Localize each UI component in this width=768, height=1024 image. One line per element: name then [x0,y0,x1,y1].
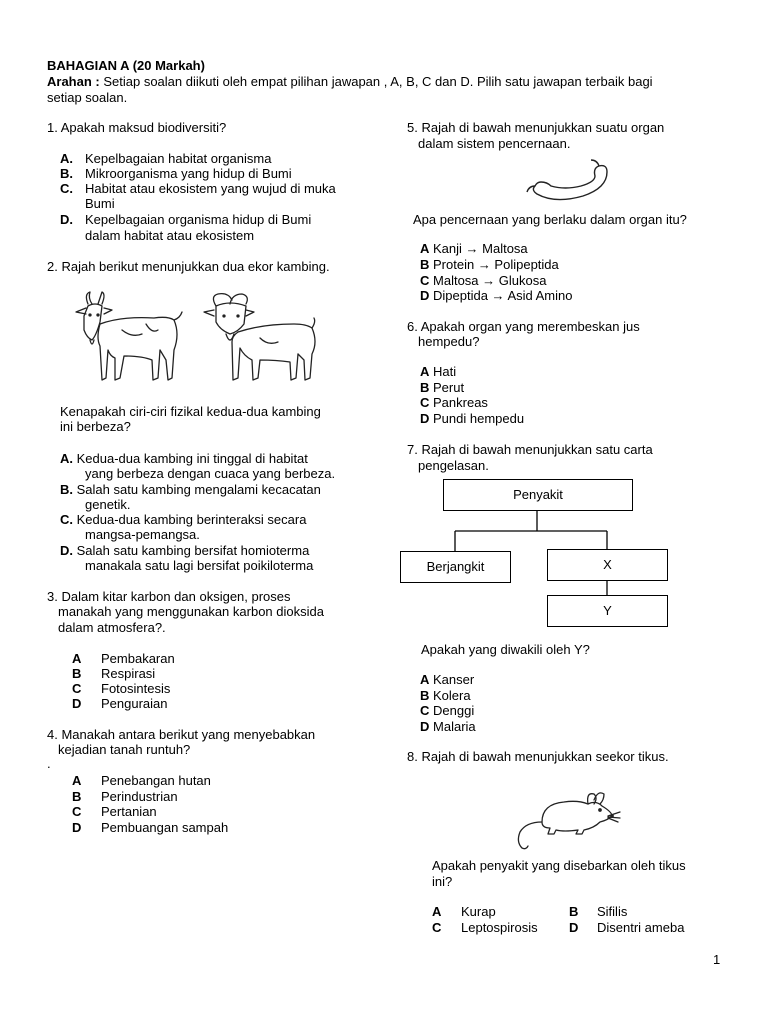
question-stem: 4. Manakah antara berikut yang menyebabkan [47,727,316,742]
option-letter: B [420,257,430,272]
option-letter: C [432,920,442,935]
question-stem: 2. Rajah berikut menunjukkan dua ekor kambing. [47,259,330,274]
option-text: Sifilis [597,904,628,919]
option-text: Kedua-dua kambing berinteraksi secara [76,512,307,527]
option-letter: B. [60,482,73,497]
question-stem: manakah yang menggunakan karbon dioksida [58,604,324,619]
option-text: Kanji → Maltosa [433,241,528,256]
option-text: Pertanian [101,804,157,819]
section-title: BAHAGIAN A (20 Markah) [47,58,205,73]
option-c [432,920,538,936]
option-text: Penebangan hutan [101,773,211,788]
option-text: Kolera [433,688,471,703]
option-text: Dipeptida → Asid Amino [433,288,573,303]
option-text-cont: Bumi [85,196,115,211]
option-a [420,672,474,688]
option-letter: C [420,703,430,718]
option-b [420,688,471,704]
chart-node-root: Penyakit [443,479,633,511]
question-stem: dalam atmosfera?. [58,620,166,635]
question-stem: dalam sistem pencernaan. [418,136,571,151]
option-text-cont: yang berbeza dengan cuaca yang berbeza. [85,466,336,481]
option-text-cont: manakala satu lagi bersifat poikiloterma [85,558,314,573]
option-letter: A [420,241,430,256]
option-text: Protein → Polipeptida [433,257,559,272]
option-text: Habitat atau ekosistem yang wujud di muka [85,181,336,196]
option-letter: A [72,773,82,788]
option-text-cont: dalam habitat atau ekosistem [85,228,255,243]
chart-node-child: Y [547,595,668,627]
option-b [569,904,627,920]
option-letter: D [72,820,82,835]
option-text: Kanser [433,672,475,687]
option-text: Fotosintesis [101,681,171,696]
option-letter: C [72,804,82,819]
option-letter: B [420,380,430,395]
option-text: Pundi hempedu [433,411,525,426]
option-d [569,920,684,936]
option-a [432,904,496,920]
option-letter: B [72,666,82,681]
option-letter: B. [60,166,73,181]
option-text: Mikroorganisma yang hidup di Bumi [85,166,292,181]
question-stem: 3. Dalam kitar karbon dan oksigen, proses [47,589,291,604]
question-stem: pengelasan. [418,458,489,473]
question-stem: 6. Apakah organ yang merembeskan jus [407,319,640,334]
option-c [420,703,474,719]
question-stem: kejadian tanah runtuh? [58,742,191,757]
option-letter: B [569,904,579,919]
rat-tail [518,822,542,849]
option-text: Kepelbagaian habitat organisma [85,151,272,166]
option-text: Pembakaran [101,651,175,666]
instruction-line2: setiap soalan. [47,90,128,105]
option-text: Salah satu kambing mengalami kecacatan [76,482,321,497]
option-letter: B [72,789,82,804]
question-stem: 7. Rajah di bawah menunjukkan satu carta [407,442,653,457]
option-letter: D. [60,212,73,227]
option-text: Kurap [461,904,496,919]
option-letter: A [420,672,430,687]
question-line: Apa pencernaan yang berlaku dalam organ itu? [413,212,687,227]
option-text: Perindustrian [101,789,178,804]
question-line: ini berbeza? [60,419,131,434]
question-line: Kenapakah ciri-ciri fizikal kedua-dua kambing [60,404,321,419]
option-letter: D [569,920,579,935]
question-line: ini? [432,874,453,889]
chart-node-left: Berjangkit [400,551,511,583]
page-number: 1 [713,952,721,967]
question-stem: 5. Rajah di bawah menunjukkan suatu organ [407,120,665,135]
option-letter: D [72,696,82,711]
option-letter: B [420,688,430,703]
instruction-label: Arahan : [47,74,100,89]
option-text: Respirasi [101,666,156,681]
option-letter: A. [60,451,73,466]
question-line: Apakah yang diwakili oleh Y? [421,642,590,657]
option-letter: A [72,651,82,666]
option-text: Kepelbagaian organisma hidup di Bumi [85,212,312,227]
option-text: Perut [433,380,465,395]
option-letter: C [72,681,82,696]
rat-body [542,801,612,834]
question-line: Apakah penyakit yang disebarkan oleh tikus [432,858,686,873]
option-text: Disentri ameba [597,920,685,935]
option-letter: C [420,395,430,410]
option-letter: C. [60,181,73,196]
option-text: Pembuangan sampah [101,820,229,835]
option-letter: A [432,904,442,919]
chart-node-right: X [547,549,668,581]
option-text-cont: mangsa-pemangsa. [85,527,200,542]
option-text-cont: genetik. [85,497,131,512]
option-text: Pankreas [433,395,488,410]
option-letter: A. [60,151,73,166]
option-letter: D [420,288,430,303]
option-text: Kedua-dua kambing ini tinggal di habitat [76,451,308,466]
question-stem: 1. Apakah maksud biodiversiti? [47,120,227,135]
option-letter: C [420,273,430,288]
stray-mark: . [47,756,51,771]
option-letter: A [420,364,430,379]
option-text: Malaria [433,719,476,734]
option-text: Maltosa → Glukosa [433,273,547,288]
option-text: Hati [433,364,457,379]
option-text: Penguraian [101,696,168,711]
option-text: Salah satu kambing bersifat homioterma [76,543,310,558]
option-text: Denggi [433,703,475,718]
question-stem: 8. Rajah di bawah menunjukkan seekor tikus. [407,749,669,764]
option-letter: D [420,719,430,734]
question-stem: hempedu? [418,334,480,349]
option-letter: D [420,411,430,426]
instruction-text: Setiap soalan diikuti oleh empat pilihan jawapan , A, B, C dan D. Pilih satu jawapan terbaik bagi [99,74,653,89]
option-text: Leptospirosis [461,920,538,935]
option-letter: C. [60,512,73,527]
option-d [420,719,476,735]
rat-illustration [512,786,624,852]
option-letter: D. [60,543,73,558]
